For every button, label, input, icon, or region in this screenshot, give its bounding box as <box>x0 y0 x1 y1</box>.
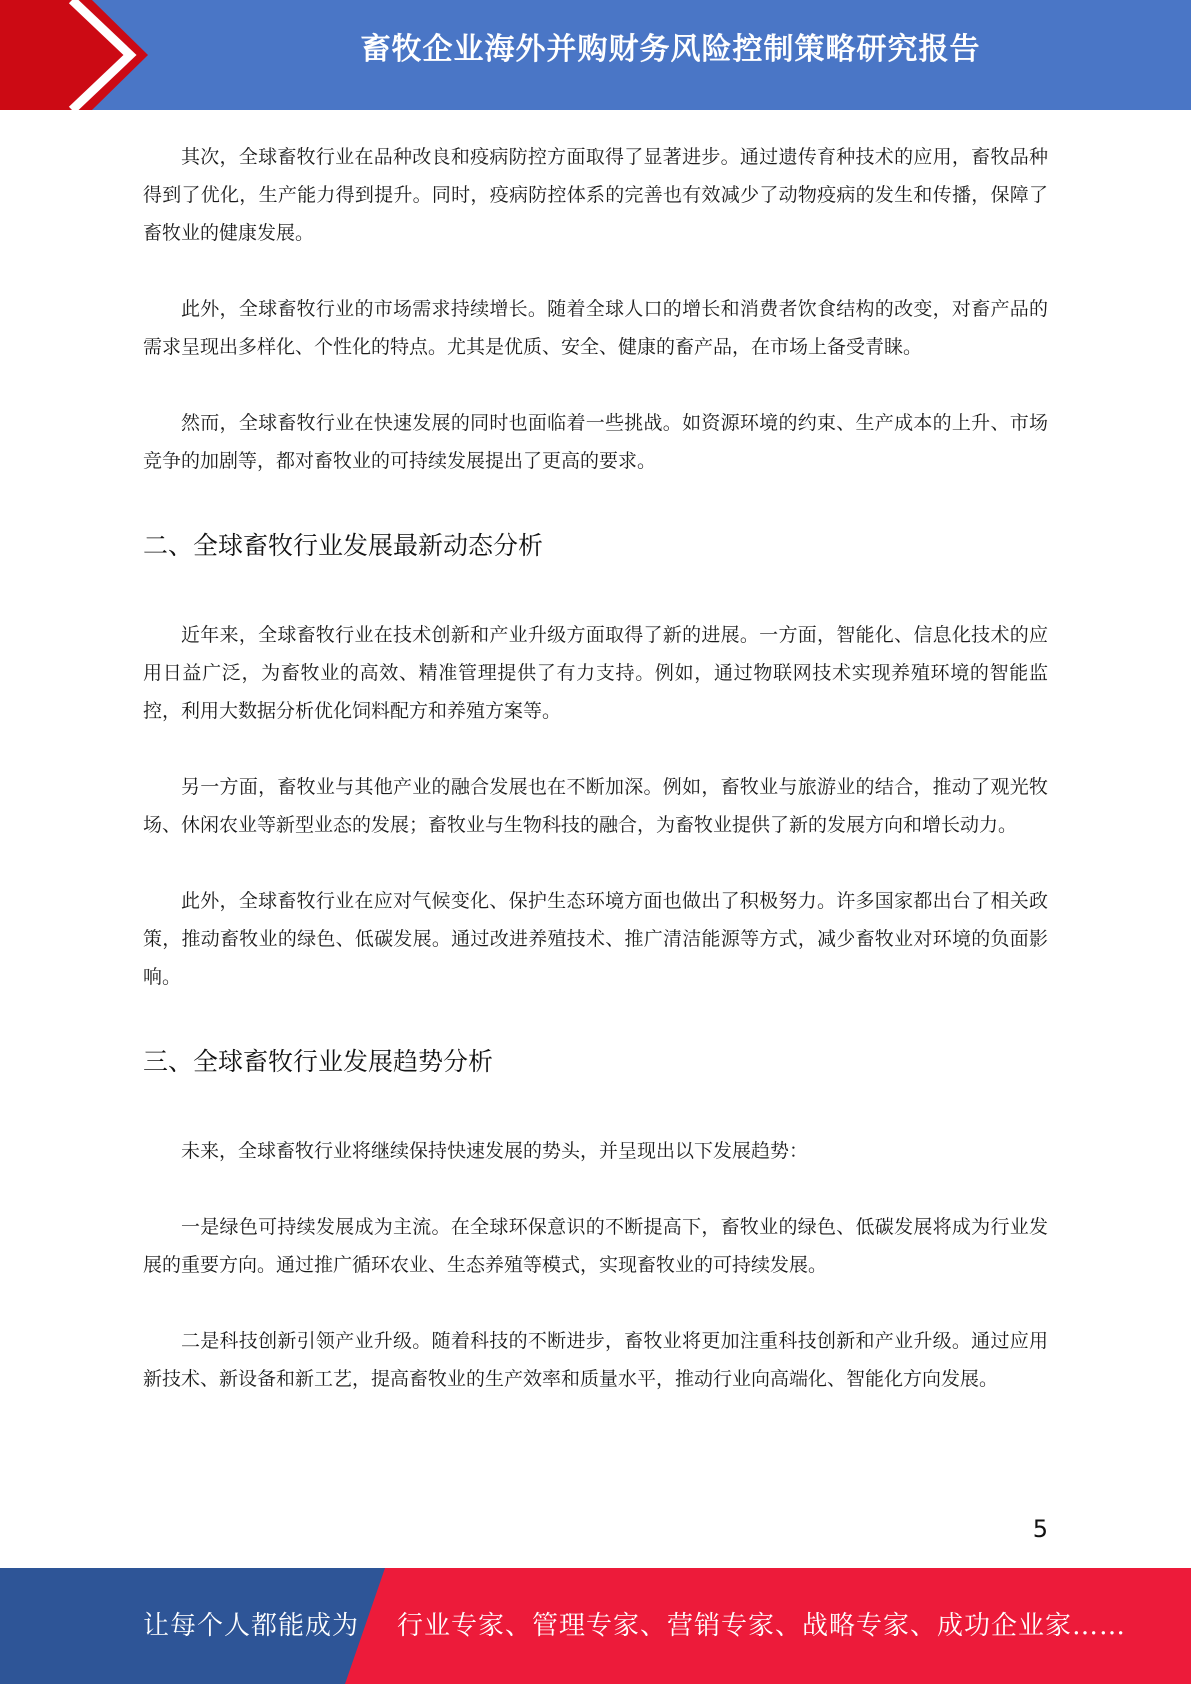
page-footer <box>0 1568 1191 1684</box>
paragraph: 另一方面，畜牧业与其他产业的融合发展也在不断加深。例如，畜牧业与旅游业的结合，推动了观光牧场、休闲农业等新型业态的发展；畜牧业与生物科技的融合，为畜牧业提供了新的发展方向和增长动力。 <box>143 776 1048 836</box>
footer-slogan-right: 行业专家、管理专家、营销专家、战略专家、成功企业家…… <box>397 1611 1127 1641</box>
page-number: 5 <box>1032 1515 1048 1543</box>
section-trends <box>143 1042 1048 1398</box>
document-title: 畜牧企业海外并购财务风险控制策略研究报告 <box>360 32 981 67</box>
paragraph: 此外，全球畜牧行业在应对气候变化、保护生态环境方面也做出了积极努力。许多国家都出台了相关政策，推动畜牧业的绿色、低碳发展。通过改进养殖技术、推广清洁能源等方式，减少畜牧业对环境的负面影响。 <box>143 890 1048 988</box>
section-heading: 三、全球畜牧行业发展趋势分析 <box>143 1047 494 1076</box>
section-latest-dynamics <box>143 526 1048 996</box>
footer-slogan-left: 让每个人都能成为 <box>143 1611 360 1641</box>
paragraph: 此外，全球畜牧行业的市场需求持续增长。随着全球人口的增长和消费者饮食结构的改变，对畜产品的需求呈现出多样化、个性化的特点。尤其是优质、安全、健康的畜产品，在市场上备受青睐。 <box>143 298 1048 358</box>
section-continuation <box>143 138 1048 480</box>
paragraph: 一是绿色可持续发展成为主流。在全球环保意识的不断提高下，畜牧业的绿色、低碳发展将成为行业发展的重要方向。通过推广循环农业、生态养殖等模式，实现畜牧业的可持续发展。 <box>143 1216 1048 1276</box>
document-body <box>143 120 1048 1398</box>
page-header <box>0 0 1191 110</box>
paragraph: 近年来，全球畜牧行业在技术创新和产业升级方面取得了新的进展。一方面，智能化、信息化技术的应用日益广泛，为畜牧业的高效、精准管理提供了有力支持。例如，通过物联网技术实现养殖环境的智能监控，利用大数据分析优化饲料配方和养殖方案等。 <box>143 624 1048 722</box>
header-chevron-decoration <box>0 0 160 110</box>
paragraph: 未来，全球畜牧行业将继续保持快速发展的势头，并呈现出以下发展趋势： <box>181 1140 809 1162</box>
section-heading: 二、全球畜牧行业发展最新动态分析 <box>143 531 544 560</box>
paragraph: 二是科技创新引领产业升级。随着科技的不断进步，畜牧业将更加注重科技创新和产业升级。通过应用新技术、新设备和新工艺，提高畜牧业的生产效率和质量水平，推动行业向高端化、智能化方向发展。 <box>143 1330 1048 1390</box>
paragraph: 然而，全球畜牧行业在快速发展的同时也面临着一些挑战。如资源环境的约束、生产成本的上升、市场竞争的加剧等，都对畜牧业的可持续发展提出了更高的要求。 <box>143 412 1048 472</box>
paragraph: 其次，全球畜牧行业在品种改良和疫病防控方面取得了显著进步。通过遗传育种技术的应用，畜牧品种得到了优化，生产能力得到提升。同时，疫病防控体系的完善也有效减少了动物疫病的发生和传播，保障了畜牧业的健康发展。 <box>143 146 1048 244</box>
